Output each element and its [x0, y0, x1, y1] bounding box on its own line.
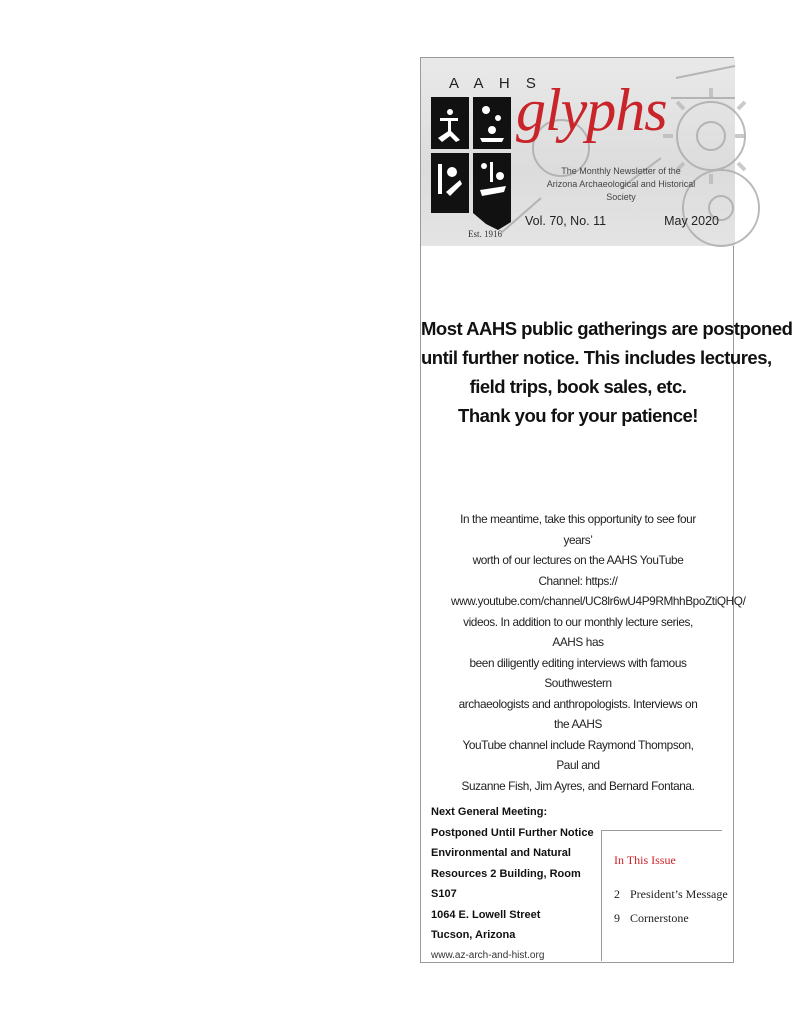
in-this-issue-box [601, 830, 728, 961]
toc-item[interactable] [614, 887, 728, 902]
toc-page-number: 2 [614, 887, 620, 901]
toc-label: Cornerstone [630, 911, 689, 925]
body-line: archaeologists and anthropologists. Interviews on the AAHS [458, 696, 698, 731]
meeting-street: 1064 E. Lowell Street [431, 908, 541, 921]
meeting-location-line-2: Resources 2 Building, Room S107 [431, 867, 581, 900]
established-label: Est. 1916 [468, 229, 503, 239]
body-line: videos. In addition to our monthly lecture series, AAHS has [463, 614, 693, 649]
body-line: In the meantime, take this opportunity to see four years’ [460, 512, 696, 547]
aahs-wordmark: A A H S [449, 75, 542, 92]
body-line: been diligently editing interviews with famous Southwestern [469, 655, 687, 690]
headline-notice [421, 314, 792, 430]
body-line: Suzanne Fish, Jim Ayres, and Bernard Fontana. [461, 778, 695, 793]
meeting-heading: Next General Meeting: [431, 806, 548, 818]
website-link[interactable]: www.az-arch-and-hist.org [431, 949, 545, 961]
body-line: YouTube channel include Raymond Thompson, Paul and [462, 737, 694, 772]
newsletter-title: glyphs [516, 77, 667, 143]
toc-item[interactable] [614, 911, 689, 926]
meeting-status: Postponed Until Further Notice [431, 826, 594, 839]
next-meeting-info [431, 802, 606, 966]
meeting-city: Tucson, Arizona [431, 929, 516, 941]
newsletter-page [420, 57, 792, 963]
body-paragraph [451, 509, 746, 796]
toc-page-number: 9 [614, 911, 620, 925]
volume-number: Vol. 70, No. 11 [525, 214, 607, 228]
masthead-banner [421, 58, 735, 246]
headline-line-3: field trips, book sales, etc. [469, 376, 687, 397]
subtitle-line-1: The Monthly Newsletter of the [561, 166, 681, 176]
toc-label: President’s Message [630, 887, 728, 901]
body-line: worth of our lectures on the AAHS YouTube Channel: https:// [472, 553, 684, 588]
aahs-logo-icon [428, 94, 518, 244]
issue-date: May 2020 [664, 214, 719, 228]
meeting-location-line-1: Environmental and Natural [431, 847, 571, 859]
subtitle-line-2: Arizona Archaeological and Historical Society [546, 179, 696, 202]
newsletter-subtitle [531, 165, 711, 204]
body-line: www.youtube.com/channel/UC8lr6wU4P9RMhhBpoZtiQHQ/ [451, 594, 746, 608]
headline-line-1: Most AAHS public gatherings are postponed [421, 318, 792, 339]
headline-line-2: until further notice. This includes lectures, [421, 347, 772, 368]
headline-line-4: Thank you for your patience! [458, 405, 698, 426]
in-this-issue-title: In This Issue [614, 853, 676, 867]
